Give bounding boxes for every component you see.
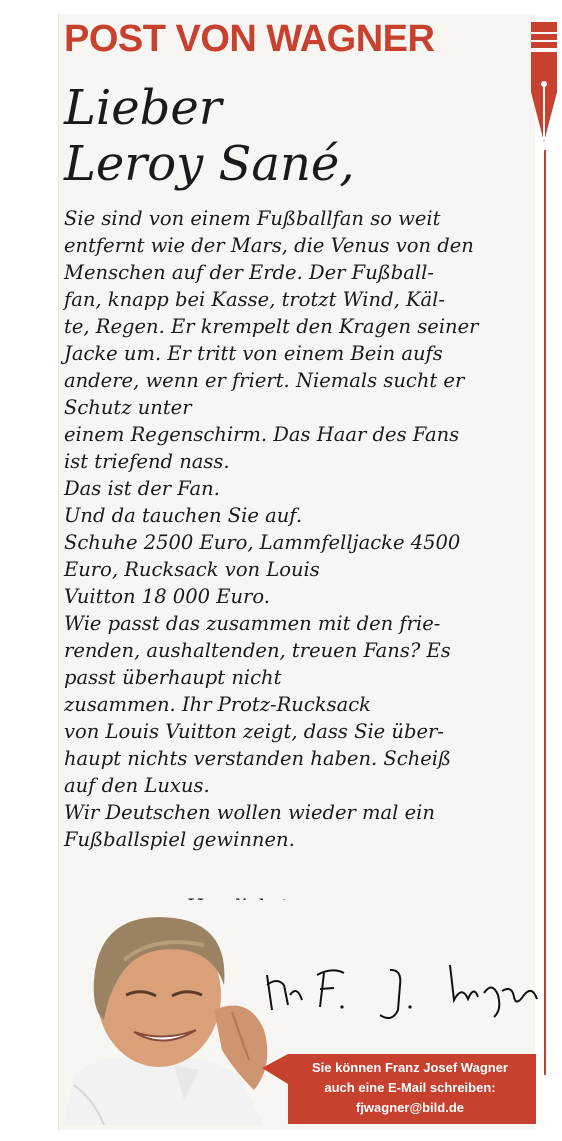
column-kicker: POST VON WAGNER [64, 18, 435, 60]
body-line: fan, knapp bei Kasse, trotzt Wind, Käl- [64, 288, 446, 311]
body-line: Euro, Rucksack von Louis [64, 558, 320, 581]
email-box-line: auch eine E-Mail schreiben: [324, 1080, 496, 1095]
body-line: Jacke um. Er tritt von einem Bein aufs [64, 342, 443, 365]
body-line: einem Regenschirm. Das Haar des Fans [64, 423, 460, 446]
body-line: Vuitton 18 000 Euro. [64, 585, 270, 608]
red-margin-rule [544, 150, 546, 1075]
body-line: passt überhaupt nicht [64, 666, 282, 689]
letter-body [64, 205, 542, 853]
email-address-link[interactable]: fjwagner@bild.de [355, 1100, 465, 1115]
body-line: ist triefend nass. [64, 450, 230, 473]
body-line: Schuhe 2500 Euro, Lammfelljacke 4500 [64, 531, 461, 554]
body-line: Sie sind von einem Fußballfan so weit [64, 207, 441, 230]
body-line: Das ist der Fan. [64, 477, 220, 500]
body-line: Schutz unter [64, 396, 192, 419]
body-line: renden, aushaltenden, treuen Fans? Es [64, 639, 451, 662]
body-line: Fußballspiel gewinnen. [64, 828, 295, 851]
body-line: Wie passt das zusammen mit den frie- [64, 612, 441, 635]
body-line: Wir Deutschen wollen wieder mal ein [64, 801, 435, 824]
body-line: te, Regen. Er krempelt den Kragen seiner [64, 315, 479, 338]
author-portrait [64, 900, 294, 1125]
body-line: Menschen auf der Erde. Der Fußball- [64, 261, 434, 284]
body-line: entfernt wie der Mars, die Venus von den [64, 234, 474, 257]
salutation [64, 80, 355, 192]
salutation-line: Lieber [64, 80, 222, 136]
body-line: auf den Luxus. [64, 774, 210, 797]
handwritten-signature [262, 955, 547, 1025]
email-box-text [290, 1058, 530, 1118]
body-line: Und da tauchen Sie auf. [64, 504, 303, 527]
body-line: haupt nichts verstanden haben. Scheiß [64, 747, 452, 770]
email-box-line: Sie können Franz Josef Wagner [311, 1060, 508, 1075]
salutation-line: Leroy Sané, [64, 136, 355, 192]
body-line: andere, wenn er friert. Niemals sucht er [64, 369, 465, 392]
email-contact-box [262, 1050, 540, 1128]
body-line: von Louis Vuitton zeigt, dass Sie über- [64, 720, 444, 743]
body-line: zusammen. Ihr Protz-Rucksack [64, 693, 371, 716]
